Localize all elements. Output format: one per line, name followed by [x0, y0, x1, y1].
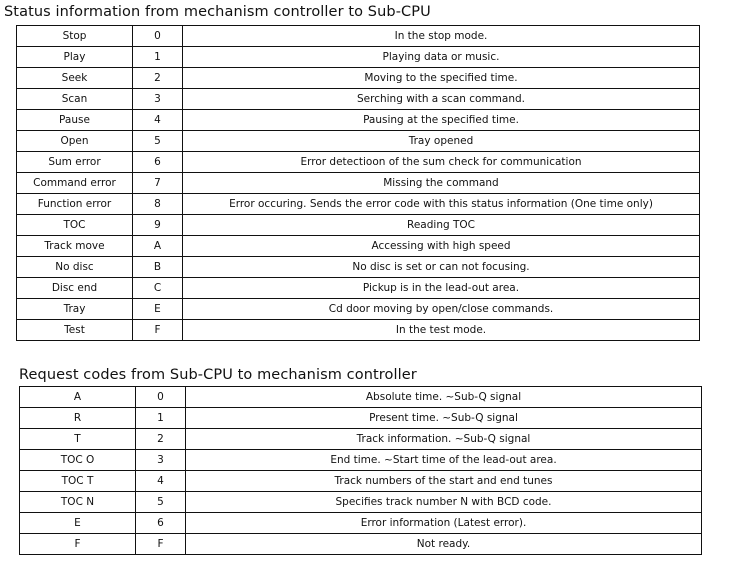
cell-name: Function error	[17, 194, 133, 215]
cell-name: Track move	[17, 236, 133, 257]
table-row	[17, 173, 700, 194]
cell-desc: Reading TOC	[183, 215, 700, 236]
table-row	[17, 152, 700, 173]
table-row	[17, 110, 700, 131]
cell-code: 1	[133, 47, 183, 68]
cell-code: F	[136, 534, 186, 555]
table-row	[20, 471, 702, 492]
cell-name: TOC N	[20, 492, 136, 513]
cell-desc: Playing data or music.	[183, 47, 700, 68]
cell-name: Pause	[17, 110, 133, 131]
cell-name: TOC T	[20, 471, 136, 492]
cell-name: Test	[17, 320, 133, 341]
cell-code: 9	[133, 215, 183, 236]
cell-desc: Tray opened	[183, 131, 700, 152]
cell-desc: Cd door moving by open/close commands.	[183, 299, 700, 320]
cell-desc: Present time. ~Sub-Q signal	[186, 408, 702, 429]
cell-code: 6	[136, 513, 186, 534]
cell-name: E	[20, 513, 136, 534]
cell-name: Open	[17, 131, 133, 152]
cell-code: 4	[133, 110, 183, 131]
table-row	[17, 194, 700, 215]
cell-code: 5	[133, 131, 183, 152]
cell-name: Command error	[17, 173, 133, 194]
cell-desc: Error occuring. Sends the error code with this status information (One time only)	[183, 194, 700, 215]
table-row	[20, 513, 702, 534]
cell-desc: Missing the command	[183, 173, 700, 194]
status-info-table	[16, 25, 700, 341]
cell-code: 3	[136, 450, 186, 471]
table-row	[17, 320, 700, 341]
cell-desc: Pausing at the specified time.	[183, 110, 700, 131]
cell-code: 4	[136, 471, 186, 492]
cell-name: Play	[17, 47, 133, 68]
cell-code: 6	[133, 152, 183, 173]
cell-name: Scan	[17, 89, 133, 110]
cell-code: 2	[133, 68, 183, 89]
table-row	[17, 47, 700, 68]
cell-code: A	[133, 236, 183, 257]
cell-desc: In the test mode.	[183, 320, 700, 341]
table-row	[20, 534, 702, 555]
table-row	[20, 387, 702, 408]
cell-name: No disc	[17, 257, 133, 278]
table-row	[17, 215, 700, 236]
table-row	[20, 408, 702, 429]
cell-name: Tray	[17, 299, 133, 320]
cell-name: TOC	[17, 215, 133, 236]
table-row	[17, 89, 700, 110]
cell-code: 2	[136, 429, 186, 450]
cell-desc: Track information. ~Sub-Q signal	[186, 429, 702, 450]
table-row	[17, 26, 700, 47]
cell-name: Seek	[17, 68, 133, 89]
cell-desc: Specifies track number N with BCD code.	[186, 492, 702, 513]
cell-code: 7	[133, 173, 183, 194]
cell-code: 8	[133, 194, 183, 215]
cell-desc: No disc is set or can not focusing.	[183, 257, 700, 278]
cell-desc: Track numbers of the start and end tunes	[186, 471, 702, 492]
cell-code: C	[133, 278, 183, 299]
table-row	[20, 492, 702, 513]
cell-code: 5	[136, 492, 186, 513]
cell-desc: Pickup is in the lead-out area.	[183, 278, 700, 299]
table-row	[17, 68, 700, 89]
cell-desc: In the stop mode.	[183, 26, 700, 47]
cell-code: 0	[136, 387, 186, 408]
cell-desc: Moving to the specified time.	[183, 68, 700, 89]
request-codes-table	[19, 386, 702, 555]
cell-desc: End time. ~Start time of the lead-out area.	[186, 450, 702, 471]
cell-code: B	[133, 257, 183, 278]
cell-code: 3	[133, 89, 183, 110]
cell-name: T	[20, 429, 136, 450]
cell-name: R	[20, 408, 136, 429]
cell-desc: Error detectioon of the sum check for communication	[183, 152, 700, 173]
table-row	[17, 299, 700, 320]
cell-desc: Absolute time. ~Sub-Q signal	[186, 387, 702, 408]
cell-desc: Accessing with high speed	[183, 236, 700, 257]
table-row	[17, 278, 700, 299]
cell-code: E	[133, 299, 183, 320]
cell-desc: Not ready.	[186, 534, 702, 555]
cell-code: F	[133, 320, 183, 341]
cell-desc: Error information (Latest error).	[186, 513, 702, 534]
request-codes-title: Request codes from Sub-CPU to mechanism controller	[19, 367, 417, 383]
cell-desc: Serching with a scan command.	[183, 89, 700, 110]
table-row	[17, 236, 700, 257]
cell-code: 0	[133, 26, 183, 47]
cell-name: TOC O	[20, 450, 136, 471]
cell-name: Disc end	[17, 278, 133, 299]
cell-name: A	[20, 387, 136, 408]
table-row	[17, 131, 700, 152]
table-row	[20, 450, 702, 471]
status-info-title: Status information from mechanism controller to Sub-CPU	[4, 4, 431, 20]
table-row	[20, 429, 702, 450]
cell-name: Stop	[17, 26, 133, 47]
cell-name: F	[20, 534, 136, 555]
cell-name: Sum error	[17, 152, 133, 173]
cell-code: 1	[136, 408, 186, 429]
table-row	[17, 257, 700, 278]
